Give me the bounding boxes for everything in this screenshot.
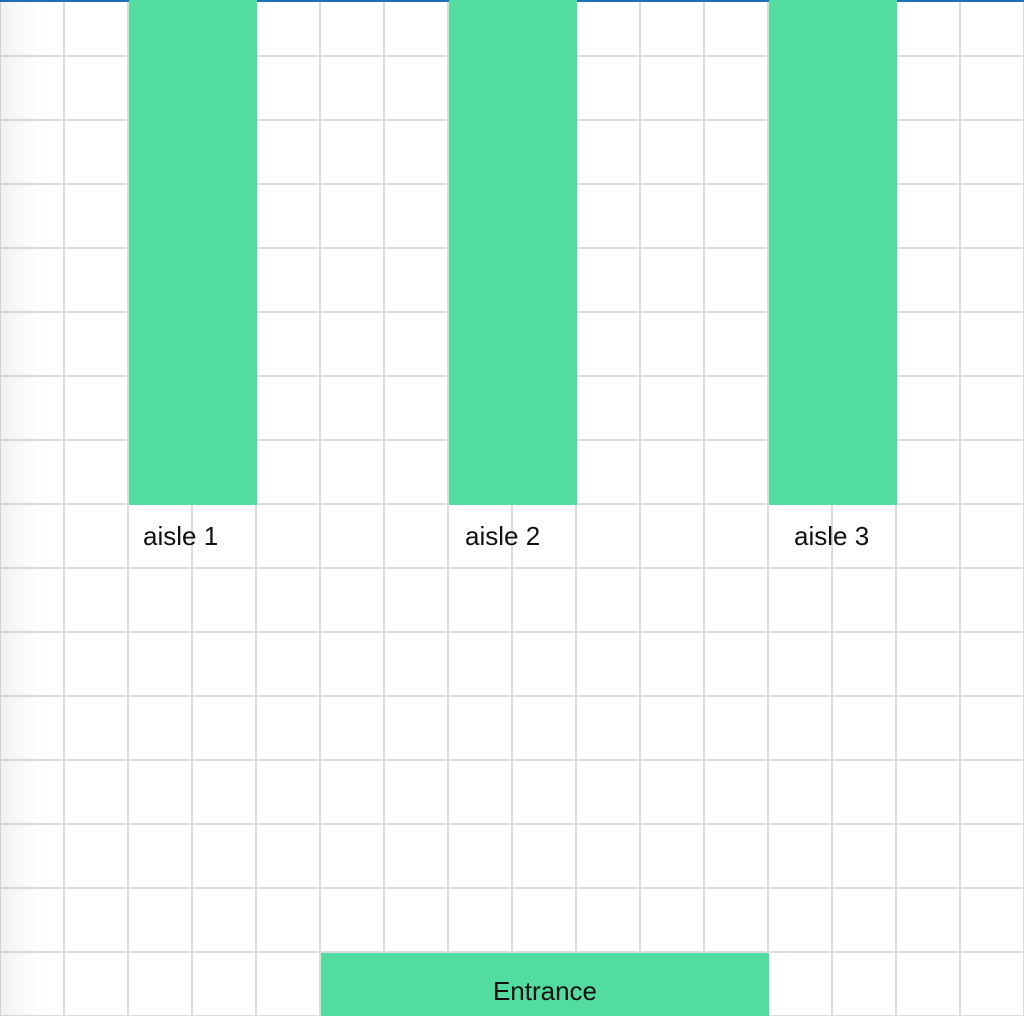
aisle-2-label[interactable]: aisle 2 — [465, 521, 541, 551]
aisle-2-shape[interactable] — [449, 0, 577, 505]
entrance-shape[interactable] — [321, 953, 769, 1016]
aisle-1-label[interactable]: aisle 1 — [143, 521, 219, 551]
aisle-3-shape[interactable] — [769, 0, 897, 505]
aisle-3-label[interactable]: aisle 3 — [794, 521, 870, 551]
entrance-label: Entrance — [492, 975, 598, 1006]
aisle-1-shape[interactable] — [129, 0, 257, 505]
